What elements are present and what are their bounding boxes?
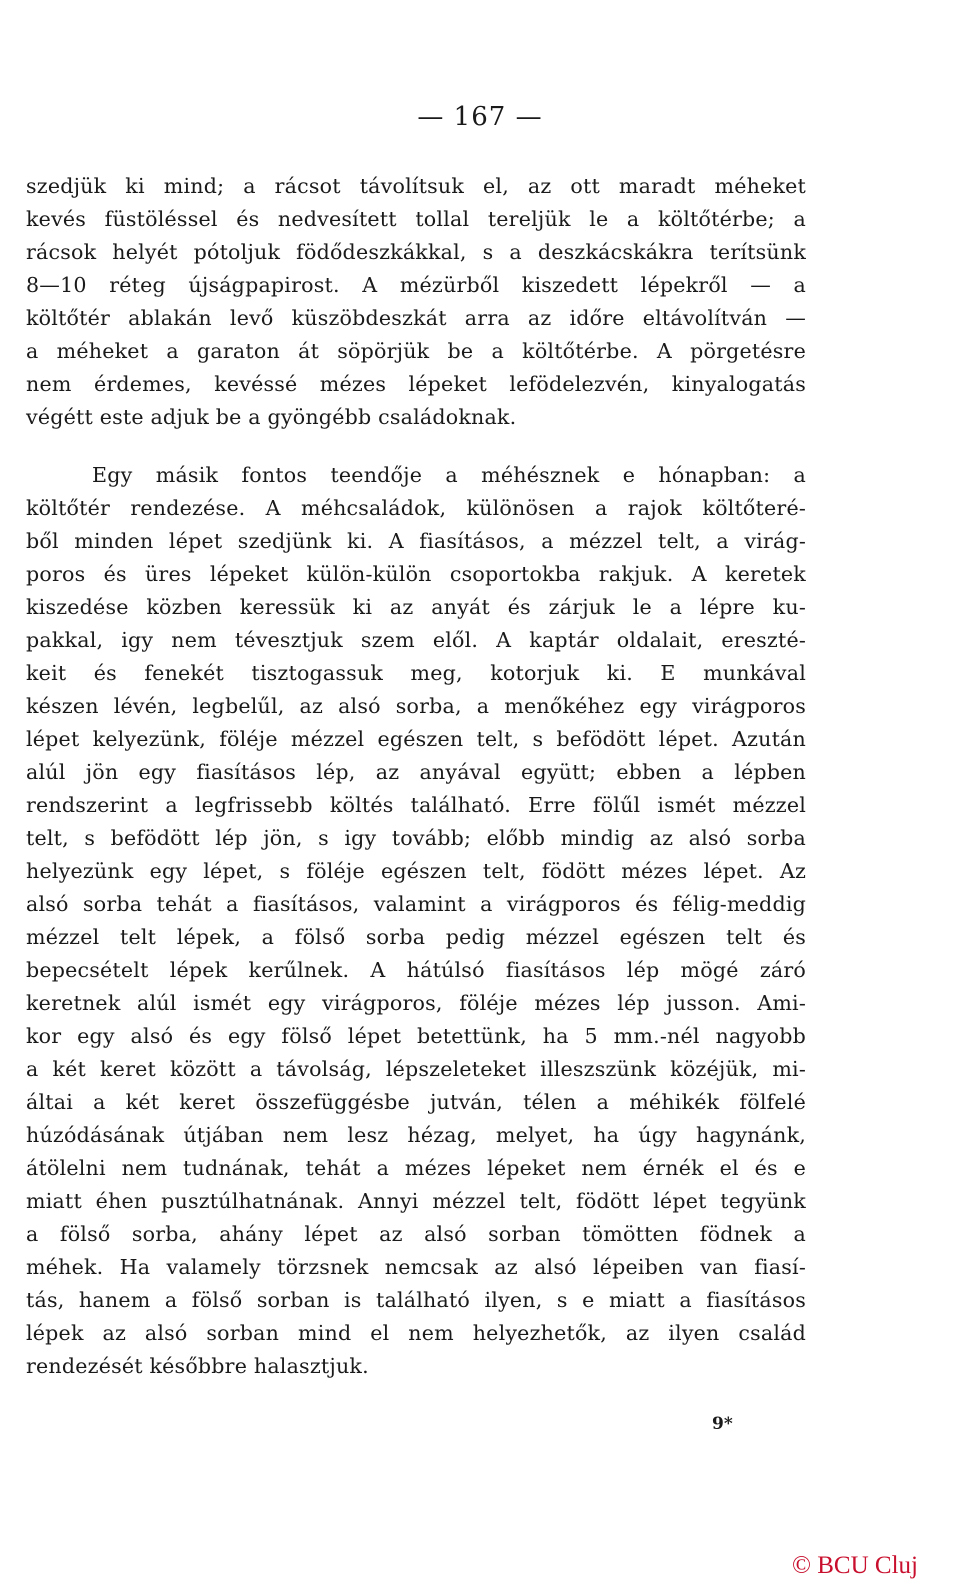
text-line: kevés füstöléssel és nedvesített tollal tereljük le a költőtérbe; a	[26, 207, 806, 231]
text-line: nem érdemes, kevéssé mézes lépeket lefödelezvén, kinyalogatás	[26, 372, 806, 396]
text-line: keretnek alúl ismét egy virágporos, föléje mézes lép jusson. Ami-	[26, 991, 806, 1015]
text-line: Egy másik fontos teendője a méhésznek e hónapban: a	[92, 463, 806, 487]
text-line: lépet kelyezünk, föléje mézzel egészen telt, s befödött lépet. Azután	[26, 727, 806, 751]
page-header: — 167 —	[417, 102, 543, 132]
text-line: bepecsételt lépek kerűlnek. A hátúlsó fiasításos lép mögé záró	[26, 958, 806, 982]
text-line: húzódásának útjában nem lesz hézag, melyet, ha úgy hagynánk,	[26, 1123, 806, 1147]
text-line: alúl jön egy fiasításos lép, az anyával együtt; ebben a lépben	[26, 760, 806, 784]
text-line: rendszerint a legfrissebb költés található. Erre fölűl ismét mézzel	[26, 793, 806, 817]
text-line: mézzel telt lépek, a fölső sorba pedig mézzel egészen telt és	[26, 925, 806, 949]
text-line: telt, s befödött lép jön, s igy tovább; előbb mindig az alsó sorba	[26, 826, 806, 850]
text-line: ből minden lépet szedjünk ki. A fiasításos, a mézzel telt, a virág-	[26, 529, 806, 553]
text-line: kiszedése közben keressük ki az anyát és zárjuk le a lépre ku-	[26, 595, 806, 619]
text-line: alsó sorba tehát a fiasításos, valamint a virágporos és félig-meddig	[26, 892, 806, 916]
text-line: pakkal, igy nem tévesztjuk szem elől. A kaptár oldalait, ereszté-	[26, 628, 806, 652]
text-line: miatt éhen pusztúlhatnának. Annyi mézzel telt, födött lépet tegyünk	[26, 1189, 806, 1213]
text-line: a méheket a garaton át söpörjük be a költőtérbe. A pörgetésre	[26, 339, 806, 363]
text-line: a fölső sorba, ahány lépet az alsó sorban tömötten födnek a	[26, 1222, 806, 1246]
text-line: költőtér rendezése. A méhcsaládok, különösen a rajok költőteré-	[26, 496, 806, 520]
text-line: kor egy alsó és egy fölső lépet betettünk, ha 5 mm.-nél nagyobb	[26, 1024, 806, 1048]
text-line: tás, hanem a fölső sorban is található ilyen, s e miatt a fiasításos	[26, 1288, 806, 1312]
text-line: lépek az alsó sorban mind el nem helyezhetők, az ilyen család	[26, 1321, 806, 1345]
text-line: poros és üres lépeket külön-külön csoportokba rakjuk. A keretek	[26, 562, 806, 586]
text-line: méhek. Ha valamely törzsnek nemcsak az alsó lépeiben van fiasí-	[26, 1255, 806, 1279]
text-line: átölelni nem tudnának, tehát a mézes lépeket nem érnék el és e	[26, 1156, 806, 1180]
signature-mark: 9*	[712, 1414, 733, 1434]
text-line: a két keret között a távolság, lépszeleteket illeszszünk közéjük, mi-	[26, 1057, 806, 1081]
text-line: költőtér ablakán levő küszöbdeszkát arra az időre eltávolítván —	[26, 306, 806, 330]
text-line: 8—10 réteg újságpapirost. A mézürből kiszedett lépekről — a	[26, 273, 806, 297]
text-line: rácsok helyét pótoljuk födődeszkákkal, s a deszkácskákra terítsünk	[26, 240, 806, 264]
text-line: rendezését későbbre halasztjuk.	[26, 1354, 369, 1378]
text-line: szedjük ki mind; a rácsot távolítsuk el, az ott maradt méheket	[26, 174, 806, 198]
text-line: végétt este adjuk be a gyöngébb családoknak.	[26, 405, 517, 429]
text-line: áltai a két keret összefüggésbe jutván, télen a méhikék fölfelé	[26, 1090, 806, 1114]
text-line: keit és fenekét tisztogassuk meg, kotorjuk ki. E munkával	[26, 661, 806, 685]
text-line: helyezünk egy lépet, s föléje egészen telt, födött mézes lépet. Az	[26, 859, 806, 883]
text-line: készen lévén, legbelűl, az alsó sorba, a menőkéhez egy virágporos	[26, 694, 806, 718]
library-watermark: © BCU Cluj	[792, 1552, 918, 1579]
